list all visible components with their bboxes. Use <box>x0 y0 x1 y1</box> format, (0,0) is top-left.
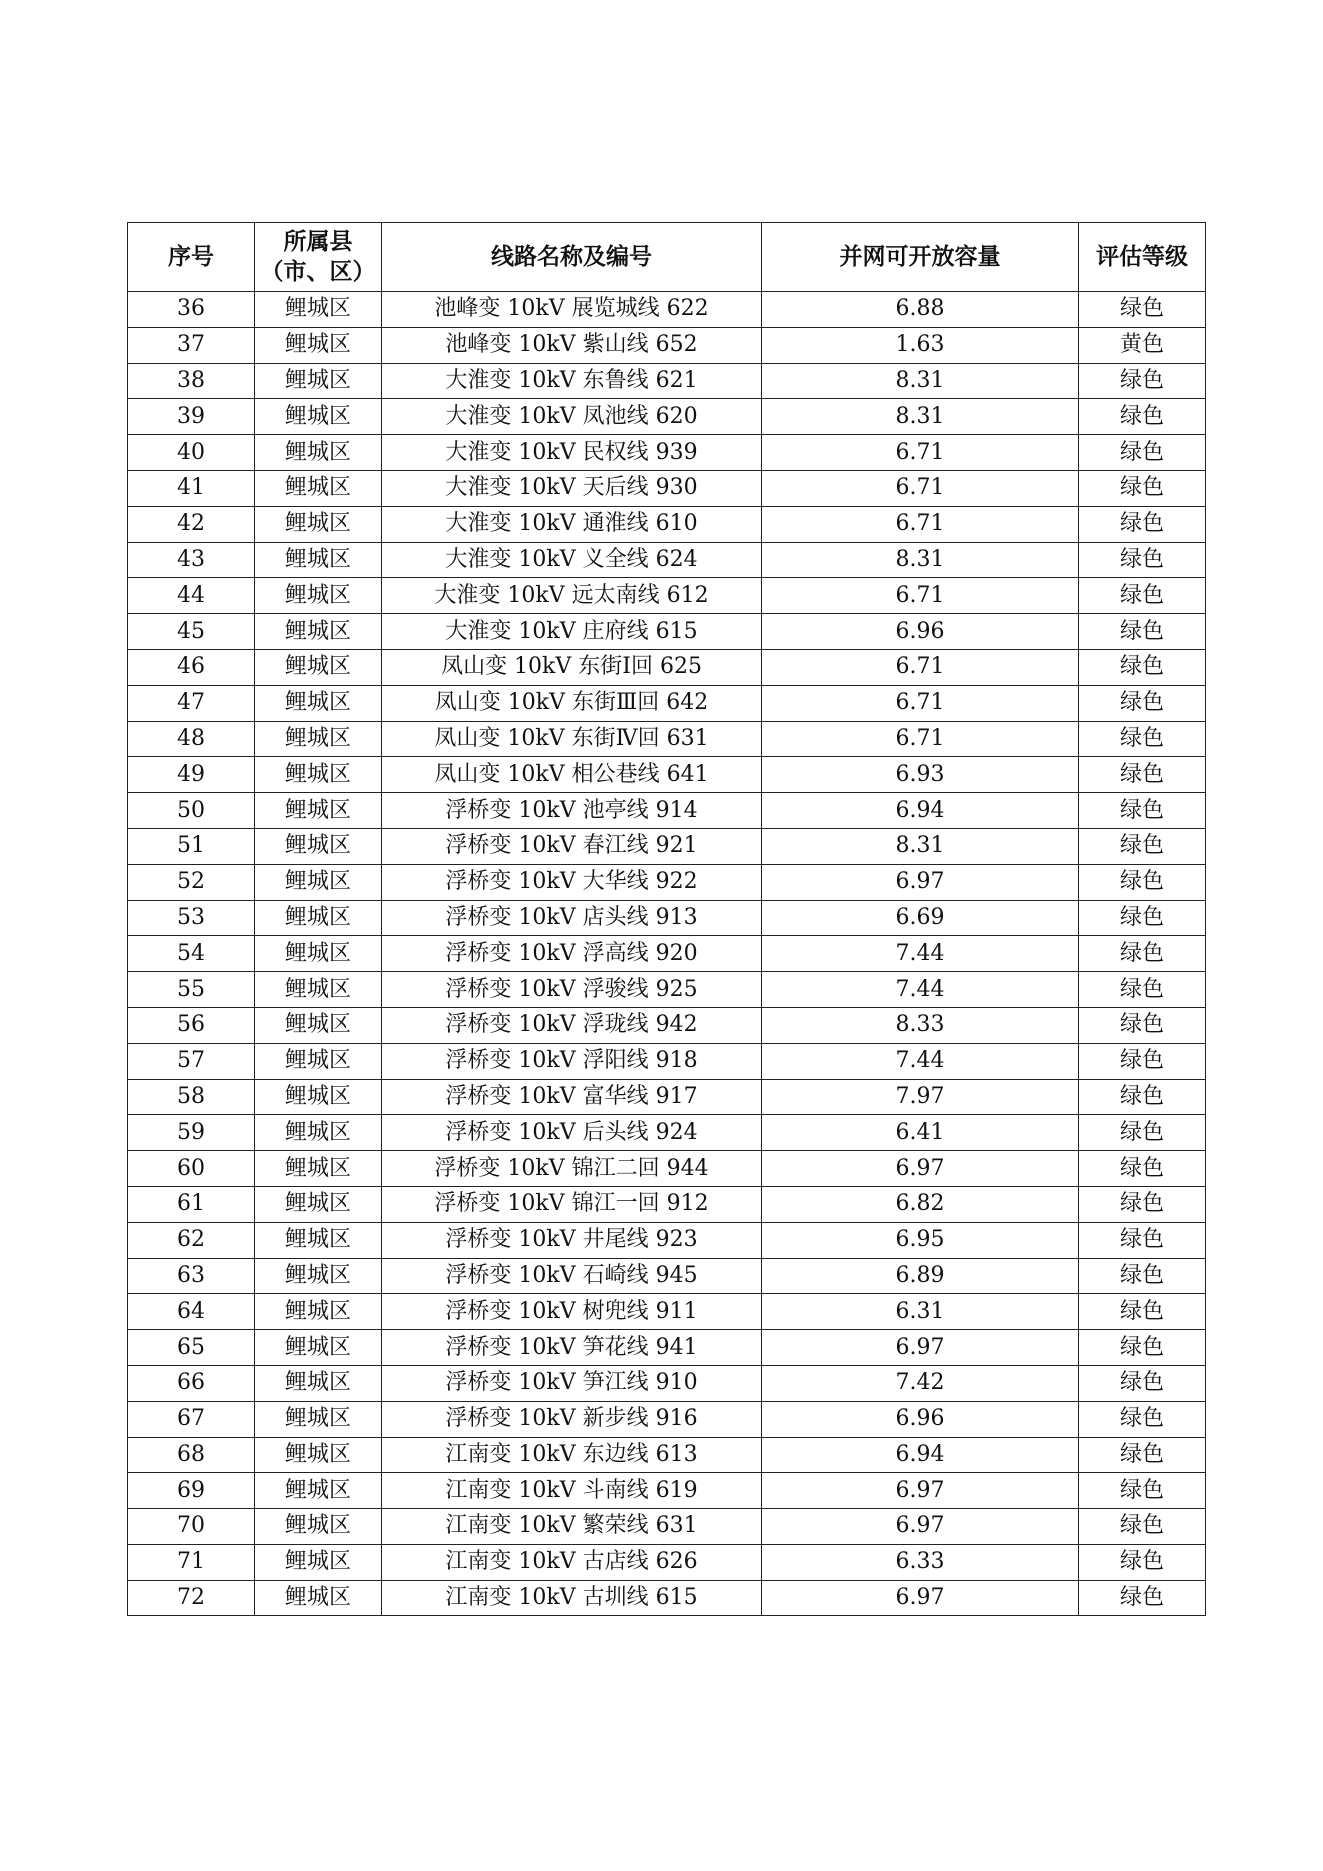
cell-line-name: 凤山变 10kV 相公巷线 641 <box>382 757 762 793</box>
cell-grade: 绿色 <box>1079 1580 1206 1616</box>
table-row <box>128 578 1206 614</box>
cell-line-name: 浮桥变 10kV 大华线 922 <box>382 864 762 900</box>
cell-line-name: 凤山变 10kV 东街Ⅲ回 642 <box>382 685 762 721</box>
cell-capacity: 6.97 <box>762 864 1079 900</box>
cell-no: 37 <box>128 327 255 363</box>
cell-grade: 绿色 <box>1079 1330 1206 1366</box>
cell-capacity: 6.71 <box>762 721 1079 757</box>
cell-grade: 绿色 <box>1079 1079 1206 1115</box>
table-row <box>128 1186 1206 1222</box>
table-row <box>128 1115 1206 1151</box>
cell-no: 66 <box>128 1365 255 1401</box>
cell-capacity: 6.89 <box>762 1258 1079 1294</box>
cell-county: 鲤城区 <box>255 1294 382 1330</box>
cell-capacity: 7.44 <box>762 972 1079 1008</box>
cell-grade: 绿色 <box>1079 578 1206 614</box>
table-row <box>128 363 1206 399</box>
cell-no: 64 <box>128 1294 255 1330</box>
cell-line-name: 浮桥变 10kV 池亭线 914 <box>382 793 762 829</box>
cell-line-name: 江南变 10kV 古圳线 615 <box>382 1580 762 1616</box>
table-row <box>128 649 1206 685</box>
cell-county: 鲤城区 <box>255 936 382 972</box>
cell-county: 鲤城区 <box>255 1258 382 1294</box>
cell-capacity: 6.95 <box>762 1222 1079 1258</box>
cell-no: 42 <box>128 506 255 542</box>
table-row <box>128 1007 1206 1043</box>
table-row <box>128 793 1206 829</box>
cell-capacity: 6.82 <box>762 1186 1079 1222</box>
cell-capacity: 7.44 <box>762 936 1079 972</box>
cell-grade: 绿色 <box>1079 757 1206 793</box>
cell-grade: 绿色 <box>1079 900 1206 936</box>
cell-county: 鲤城区 <box>255 1509 382 1545</box>
cell-county: 鲤城区 <box>255 685 382 721</box>
table-row <box>128 435 1206 471</box>
cell-grade: 绿色 <box>1079 1544 1206 1580</box>
cell-county: 鲤城区 <box>255 1186 382 1222</box>
cell-capacity: 6.96 <box>762 1401 1079 1437</box>
cell-capacity: 6.97 <box>762 1509 1079 1545</box>
cell-line-name: 浮桥变 10kV 富华线 917 <box>382 1079 762 1115</box>
cell-county: 鲤城区 <box>255 1365 382 1401</box>
cell-county: 鲤城区 <box>255 972 382 1008</box>
table-row <box>128 614 1206 650</box>
cell-line-name: 浮桥变 10kV 新步线 916 <box>382 1401 762 1437</box>
cell-capacity: 8.31 <box>762 828 1079 864</box>
cell-no: 62 <box>128 1222 255 1258</box>
cell-no: 70 <box>128 1509 255 1545</box>
cell-no: 44 <box>128 578 255 614</box>
header-row <box>128 223 1206 292</box>
cell-line-name: 浮桥变 10kV 浮珑线 942 <box>382 1007 762 1043</box>
cell-capacity: 1.63 <box>762 327 1079 363</box>
cell-grade: 绿色 <box>1079 470 1206 506</box>
cell-line-name: 凤山变 10kV 东街Ⅳ回 631 <box>382 721 762 757</box>
cell-capacity: 6.88 <box>762 292 1079 328</box>
cell-county: 鲤城区 <box>255 363 382 399</box>
table-row <box>128 1365 1206 1401</box>
cell-grade: 绿色 <box>1079 1151 1206 1187</box>
cell-no: 63 <box>128 1258 255 1294</box>
cell-county: 鲤城区 <box>255 721 382 757</box>
cell-grade: 绿色 <box>1079 1401 1206 1437</box>
cell-line-name: 浮桥变 10kV 浮高线 920 <box>382 936 762 972</box>
cell-no: 68 <box>128 1437 255 1473</box>
cell-capacity: 6.71 <box>762 649 1079 685</box>
cell-county: 鲤城区 <box>255 649 382 685</box>
cell-capacity: 6.97 <box>762 1580 1079 1616</box>
cell-county: 鲤城区 <box>255 435 382 471</box>
header-capacity: 并网可开放容量 <box>762 223 1079 292</box>
cell-grade: 绿色 <box>1079 506 1206 542</box>
cell-no: 40 <box>128 435 255 471</box>
header-county-line2: （市、区） <box>260 259 376 285</box>
cell-capacity: 7.44 <box>762 1043 1079 1079</box>
cell-capacity: 8.31 <box>762 399 1079 435</box>
cell-line-name: 浮桥变 10kV 石崎线 945 <box>382 1258 762 1294</box>
cell-capacity: 6.94 <box>762 1437 1079 1473</box>
cell-grade: 绿色 <box>1079 542 1206 578</box>
cell-no: 57 <box>128 1043 255 1079</box>
table-row <box>128 470 1206 506</box>
cell-no: 61 <box>128 1186 255 1222</box>
table-row <box>128 1330 1206 1366</box>
cell-line-name: 江南变 10kV 古店线 626 <box>382 1544 762 1580</box>
cell-line-name: 大淮变 10kV 义全线 624 <box>382 542 762 578</box>
cell-capacity: 6.69 <box>762 900 1079 936</box>
cell-line-name: 池峰变 10kV 展览城线 622 <box>382 292 762 328</box>
table-row <box>128 506 1206 542</box>
cell-capacity: 6.93 <box>762 757 1079 793</box>
cell-line-name: 浮桥变 10kV 笋江线 910 <box>382 1365 762 1401</box>
cell-no: 45 <box>128 614 255 650</box>
cell-grade: 绿色 <box>1079 1043 1206 1079</box>
cell-county: 鲤城区 <box>255 542 382 578</box>
cell-no: 65 <box>128 1330 255 1366</box>
cell-county: 鲤城区 <box>255 864 382 900</box>
cell-capacity: 8.33 <box>762 1007 1079 1043</box>
cell-no: 51 <box>128 828 255 864</box>
header-line-name: 线路名称及编号 <box>382 223 762 292</box>
cell-line-name: 池峰变 10kV 紫山线 652 <box>382 327 762 363</box>
cell-county: 鲤城区 <box>255 578 382 614</box>
cell-no: 60 <box>128 1151 255 1187</box>
table-row <box>128 1079 1206 1115</box>
cell-capacity: 6.71 <box>762 435 1079 471</box>
cell-capacity: 6.97 <box>762 1151 1079 1187</box>
cell-grade: 绿色 <box>1079 864 1206 900</box>
cell-capacity: 6.96 <box>762 614 1079 650</box>
cell-grade: 绿色 <box>1079 649 1206 685</box>
cell-county: 鲤城区 <box>255 828 382 864</box>
cell-no: 39 <box>128 399 255 435</box>
cell-no: 41 <box>128 470 255 506</box>
cell-line-name: 浮桥变 10kV 浮阳线 918 <box>382 1043 762 1079</box>
cell-grade: 绿色 <box>1079 435 1206 471</box>
cell-county: 鲤城区 <box>255 292 382 328</box>
table-row <box>128 721 1206 757</box>
cell-county: 鲤城区 <box>255 757 382 793</box>
cell-grade: 绿色 <box>1079 1186 1206 1222</box>
cell-grade: 黄色 <box>1079 327 1206 363</box>
cell-line-name: 大淮变 10kV 通淮线 610 <box>382 506 762 542</box>
cell-county: 鲤城区 <box>255 614 382 650</box>
cell-capacity: 6.71 <box>762 685 1079 721</box>
cell-capacity: 6.71 <box>762 470 1079 506</box>
cell-no: 59 <box>128 1115 255 1151</box>
cell-capacity: 8.31 <box>762 363 1079 399</box>
cell-capacity: 8.31 <box>762 542 1079 578</box>
cell-county: 鲤城区 <box>255 1330 382 1366</box>
cell-no: 47 <box>128 685 255 721</box>
table-row <box>128 1043 1206 1079</box>
cell-county: 鲤城区 <box>255 1473 382 1509</box>
cell-line-name: 大淮变 10kV 远太南线 612 <box>382 578 762 614</box>
cell-line-name: 浮桥变 10kV 笋花线 941 <box>382 1330 762 1366</box>
table-row <box>128 1401 1206 1437</box>
cell-no: 71 <box>128 1544 255 1580</box>
cell-county: 鲤城区 <box>255 399 382 435</box>
cell-line-name: 大淮变 10kV 庄府线 615 <box>382 614 762 650</box>
cell-county: 鲤城区 <box>255 1079 382 1115</box>
cell-grade: 绿色 <box>1079 1294 1206 1330</box>
cell-no: 55 <box>128 972 255 1008</box>
cell-grade: 绿色 <box>1079 685 1206 721</box>
cell-county: 鲤城区 <box>255 1222 382 1258</box>
table-row <box>128 864 1206 900</box>
cell-line-name: 大淮变 10kV 民权线 939 <box>382 435 762 471</box>
cell-line-name: 浮桥变 10kV 店头线 913 <box>382 900 762 936</box>
cell-no: 38 <box>128 363 255 399</box>
cell-no: 67 <box>128 1401 255 1437</box>
cell-grade: 绿色 <box>1079 936 1206 972</box>
table-row <box>128 972 1206 1008</box>
cell-county: 鲤城区 <box>255 470 382 506</box>
cell-line-name: 江南变 10kV 繁荣线 631 <box>382 1509 762 1545</box>
cell-line-name: 大淮变 10kV 凤池线 620 <box>382 399 762 435</box>
cell-county: 鲤城区 <box>255 1437 382 1473</box>
cell-grade: 绿色 <box>1079 399 1206 435</box>
cell-grade: 绿色 <box>1079 721 1206 757</box>
cell-capacity: 6.97 <box>762 1473 1079 1509</box>
cell-no: 53 <box>128 900 255 936</box>
cell-capacity: 6.97 <box>762 1330 1079 1366</box>
cell-grade: 绿色 <box>1079 1007 1206 1043</box>
cell-grade: 绿色 <box>1079 1437 1206 1473</box>
table-row <box>128 1222 1206 1258</box>
table-row <box>128 542 1206 578</box>
cell-county: 鲤城区 <box>255 327 382 363</box>
cell-grade: 绿色 <box>1079 1473 1206 1509</box>
header-no: 序号 <box>128 223 255 292</box>
cell-grade: 绿色 <box>1079 1222 1206 1258</box>
header-county-line1: 所属县 <box>283 229 353 255</box>
table-row <box>128 1151 1206 1187</box>
cell-county: 鲤城区 <box>255 506 382 542</box>
cell-line-name: 大淮变 10kV 东鲁线 621 <box>382 363 762 399</box>
table-row <box>128 399 1206 435</box>
table-body <box>128 292 1206 1616</box>
table-row <box>128 1258 1206 1294</box>
cell-capacity: 6.71 <box>762 506 1079 542</box>
cell-no: 58 <box>128 1079 255 1115</box>
table-row <box>128 936 1206 972</box>
cell-capacity: 7.42 <box>762 1365 1079 1401</box>
header-grade: 评估等级 <box>1079 223 1206 292</box>
cell-county: 鲤城区 <box>255 1544 382 1580</box>
cell-no: 48 <box>128 721 255 757</box>
cell-line-name: 浮桥变 10kV 井尾线 923 <box>382 1222 762 1258</box>
cell-line-name: 浮桥变 10kV 浮骏线 925 <box>382 972 762 1008</box>
table-header <box>128 223 1206 292</box>
cell-grade: 绿色 <box>1079 1258 1206 1294</box>
table-row <box>128 1437 1206 1473</box>
cell-line-name: 江南变 10kV 斗南线 619 <box>382 1473 762 1509</box>
table-row <box>128 828 1206 864</box>
cell-line-name: 江南变 10kV 东边线 613 <box>382 1437 762 1473</box>
cell-no: 72 <box>128 1580 255 1616</box>
cell-county: 鲤城区 <box>255 1580 382 1616</box>
cell-grade: 绿色 <box>1079 292 1206 328</box>
cell-county: 鲤城区 <box>255 1115 382 1151</box>
cell-grade: 绿色 <box>1079 1365 1206 1401</box>
cell-line-name: 浮桥变 10kV 锦江一回 912 <box>382 1186 762 1222</box>
cell-grade: 绿色 <box>1079 793 1206 829</box>
table-row <box>128 1473 1206 1509</box>
table-row <box>128 757 1206 793</box>
capacity-table <box>127 222 1206 1616</box>
cell-capacity: 6.31 <box>762 1294 1079 1330</box>
cell-line-name: 浮桥变 10kV 锦江二回 944 <box>382 1151 762 1187</box>
cell-capacity: 6.94 <box>762 793 1079 829</box>
cell-no: 49 <box>128 757 255 793</box>
cell-line-name: 凤山变 10kV 东街Ⅰ回 625 <box>382 649 762 685</box>
table-row <box>128 1509 1206 1545</box>
cell-capacity: 7.97 <box>762 1079 1079 1115</box>
cell-line-name: 浮桥变 10kV 后头线 924 <box>382 1115 762 1151</box>
table-row <box>128 685 1206 721</box>
cell-line-name: 浮桥变 10kV 树兜线 911 <box>382 1294 762 1330</box>
cell-line-name: 浮桥变 10kV 春江线 921 <box>382 828 762 864</box>
table-row <box>128 327 1206 363</box>
cell-line-name: 大淮变 10kV 天后线 930 <box>382 470 762 506</box>
cell-grade: 绿色 <box>1079 1509 1206 1545</box>
cell-no: 36 <box>128 292 255 328</box>
cell-grade: 绿色 <box>1079 614 1206 650</box>
header-county <box>255 223 382 292</box>
cell-grade: 绿色 <box>1079 363 1206 399</box>
cell-county: 鲤城区 <box>255 793 382 829</box>
cell-no: 56 <box>128 1007 255 1043</box>
cell-grade: 绿色 <box>1079 972 1206 1008</box>
cell-county: 鲤城区 <box>255 1007 382 1043</box>
cell-no: 50 <box>128 793 255 829</box>
cell-county: 鲤城区 <box>255 900 382 936</box>
cell-county: 鲤城区 <box>255 1043 382 1079</box>
cell-capacity: 6.33 <box>762 1544 1079 1580</box>
cell-capacity: 6.71 <box>762 578 1079 614</box>
table-row <box>128 1544 1206 1580</box>
table-row <box>128 1580 1206 1616</box>
cell-no: 43 <box>128 542 255 578</box>
table-row <box>128 900 1206 936</box>
table-row <box>128 292 1206 328</box>
cell-county: 鲤城区 <box>255 1151 382 1187</box>
cell-capacity: 6.41 <box>762 1115 1079 1151</box>
cell-no: 52 <box>128 864 255 900</box>
table-row <box>128 1294 1206 1330</box>
cell-grade: 绿色 <box>1079 1115 1206 1151</box>
cell-no: 46 <box>128 649 255 685</box>
cell-no: 69 <box>128 1473 255 1509</box>
cell-county: 鲤城区 <box>255 1401 382 1437</box>
cell-grade: 绿色 <box>1079 828 1206 864</box>
cell-no: 54 <box>128 936 255 972</box>
